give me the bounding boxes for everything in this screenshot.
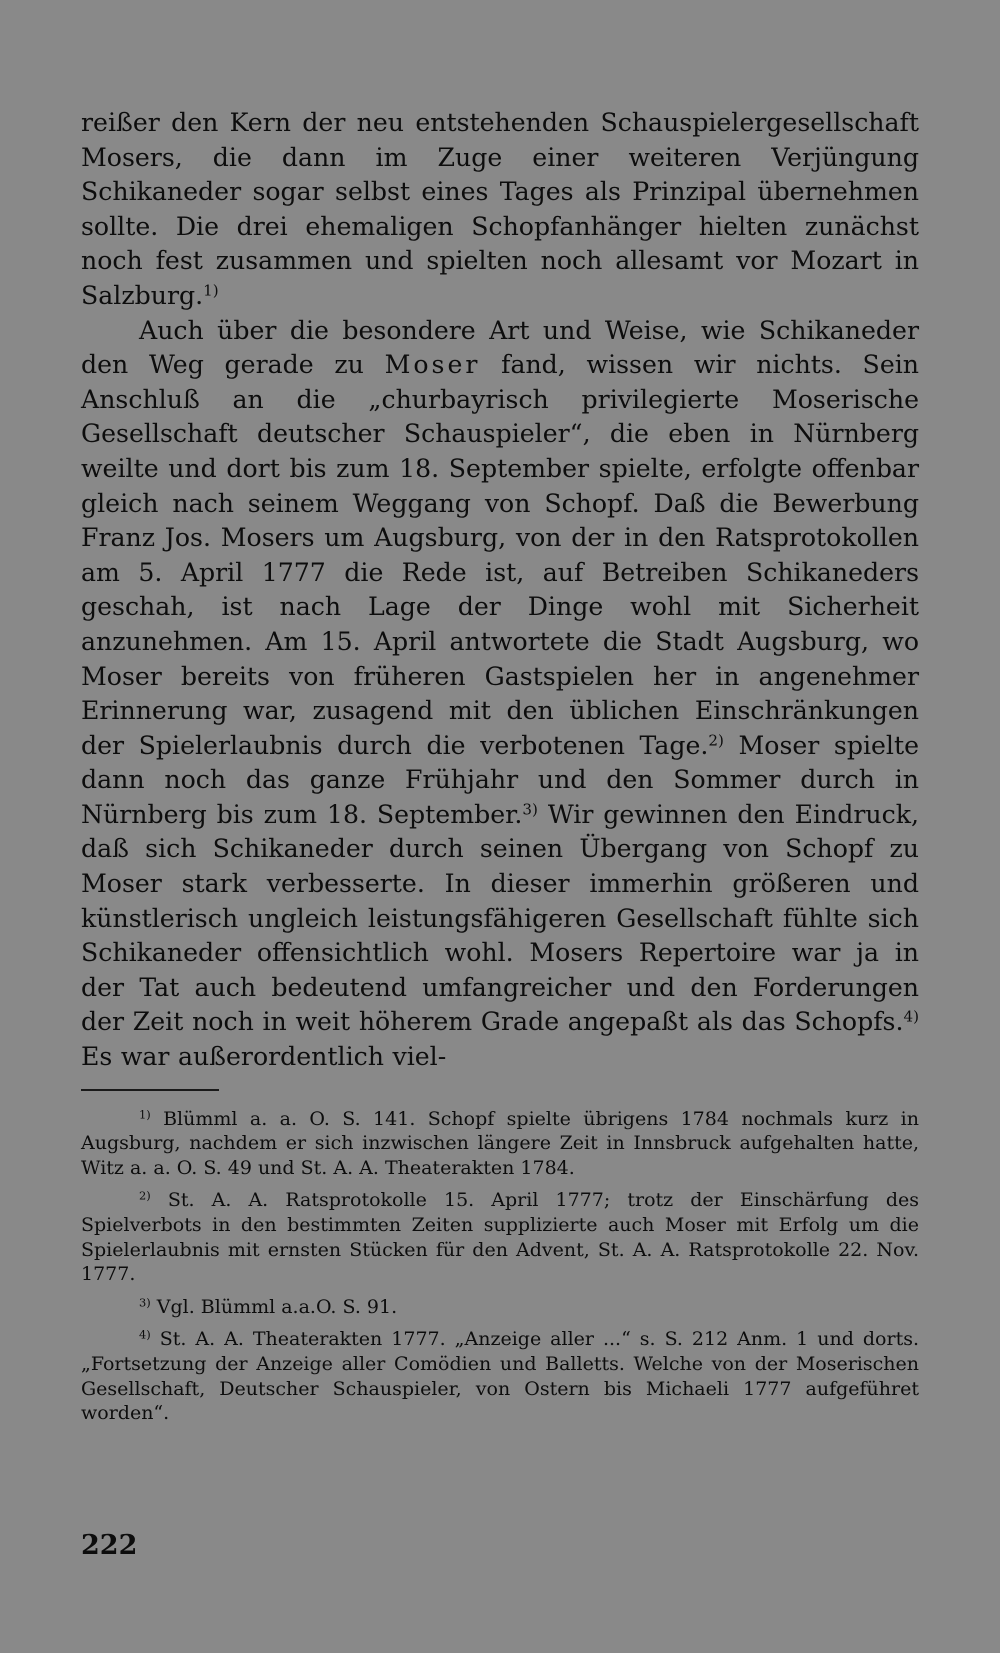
text-run: fand, wissen wir nichts. Sein Anschluß an die „churbayrisch privilegierte Moserische Gesellschaft deutscher Schauspieler“, die eben in Nürnberg weilte und dort bis zum 18. September spielte, erfolgte offenbar gleich nach seinem Weggang von Schopf. Daß die Bewerbung Franz Jos. Mosers um Augsburg, von der in den Ratsprotokollen am 5. April 1777 die Rede ist, auf Betreiben Schikaneders geschah, ist nach Lage der Dinge wohl mit Sicherheit anzunehmen. Am 15. April antwortete die Stadt Augsburg, wo Moser bereits von früheren Gastspielen her in angenehmer Erinnerung war, zusagend mit den üblichen Einschränkungen der Spielerlaubnis durch die verbotenen Tage.: [81, 350, 920, 760]
footnote-reference: 1): [203, 281, 219, 300]
footnote-reference: 2): [708, 731, 724, 750]
footnote-divider: [81, 1089, 219, 1091]
footnote: [81, 1188, 919, 1286]
footnotes: [81, 1107, 919, 1426]
footnote-marker: 2): [139, 1189, 151, 1204]
footnote-text: St. A. A. Ratsprotokolle 15. April 1777; trotz der Einschärfung des Spielverbots in den bestimmten Zeiten supplizierte auch Moser mit Erfolg um die Spielerlaubnis mit ernsten Stücken für den Advent, St. A. A. Ratsprotokolle 22. Nov. 1777.: [81, 1189, 919, 1286]
footnote: [81, 1327, 919, 1425]
footnote-text: Blümml a. a. O. S. 141. Schopf spielte übrigens 1784 nochmals kurz in Augsburg, nachdem er sich inzwischen längere Zeit in Innsbruck aufgehalten hatte, Witz a. a. O. S. 49 und St. A. A. Theaterakten 1784.: [81, 1107, 919, 1179]
emphasized-name: Moser: [384, 350, 481, 380]
paragraph: [81, 314, 919, 1075]
footnote-marker: 4): [139, 1328, 151, 1343]
footnote-reference: 3): [522, 800, 538, 819]
footnote: [81, 1295, 919, 1320]
text-run: Moser spielte dann noch das ganze Frühjahr und den Sommer durch in Nürnberg bis zum 18. September.: [81, 730, 919, 829]
footnote-text: Vgl. Blümml a.a.O. S. 91.: [156, 1295, 398, 1318]
footnote-text: St. A. A. Theaterakten 1777. „Anzeige aller ...“ s. S. 212 Anm. 1 und dorts. „Fortsetzung der Anzeige aller Comödien und Balletts. Welche von der Moserischen Gesellschaft, Deutscher Schauspieler, von Ostern bis Michaeli 1777 aufgeführet worden“.: [81, 1328, 919, 1425]
page-content: [81, 106, 919, 1434]
footnote-marker: 1): [139, 1107, 151, 1122]
text-run: Wir gewinnen den Eindruck, daß sich Schikaneder durch seinen Übergang von Schopf zu Moser stark verbesserte. In dieser immerhin größeren und künstlerisch ungleich leistungsfähigeren Gesellschaft fühlte sich Schikaneder offensichtlich wohl. Mosers Repertoire war ja in der Tat auch bedeutend umfangreicher und den Forderungen der Zeit noch in weit höherem Grade angepaßt als das Schopfs.: [81, 799, 919, 1037]
body-text: [81, 106, 919, 1075]
page-number: 222: [81, 1530, 138, 1561]
text-run: Auch über die besondere Art und Weise, wie Schikaneder den Weg gerade zu: [81, 315, 919, 380]
footnote-reference: 4): [903, 1008, 919, 1027]
footnote-marker: 3): [139, 1295, 151, 1310]
paragraph: [81, 106, 919, 314]
text-run: Es war außerordentlich viel-: [81, 1042, 447, 1072]
text-run: reißer den Kern der neu entstehenden Schauspielergesellschaft Mosers, die dann im Zuge einer weiteren Verjüngung Schikaneder sogar selbst eines Tages als Prinzipal übernehmen sollte. Die drei ehemaligen Schopfanhänger hielten zunächst noch fest zusammen und spielten noch allesamt vor Mozart in Salzburg.: [81, 108, 919, 310]
footnote: [81, 1107, 919, 1181]
